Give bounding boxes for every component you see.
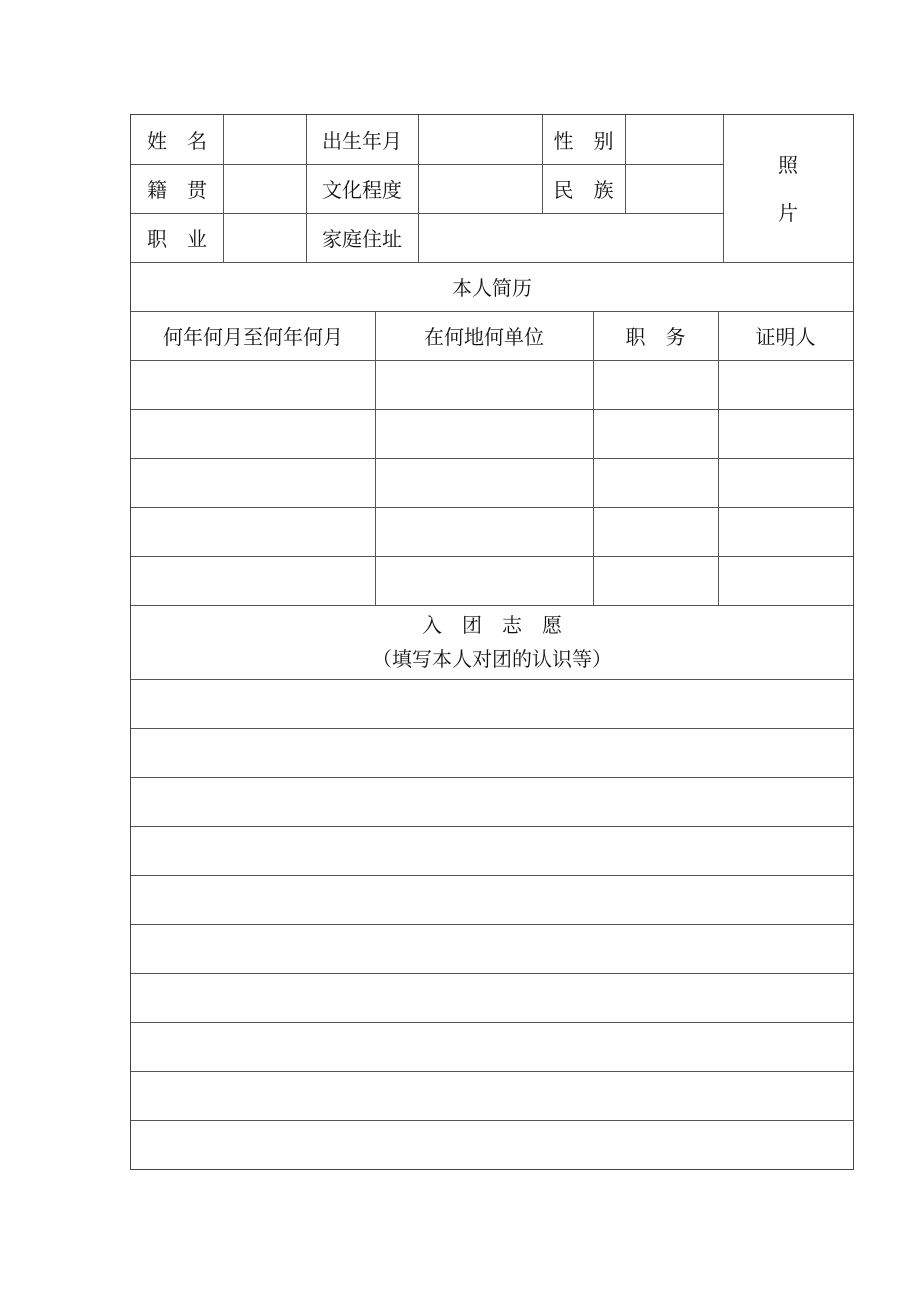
application-line-10[interactable] [131, 1120, 853, 1169]
application-line-4[interactable] [131, 826, 853, 875]
gender-field[interactable] [625, 115, 723, 164]
name-label: 姓 名 [147, 129, 207, 153]
resume-row-1[interactable] [131, 360, 853, 409]
education-field[interactable] [418, 164, 542, 213]
birth-label: 出生年月 [322, 129, 402, 153]
application-line-2[interactable] [131, 728, 853, 777]
application-line-9[interactable] [131, 1071, 853, 1120]
resume-header-reference: 证明人 [755, 325, 816, 349]
resume-header-employer: 在何地何单位 [424, 325, 544, 349]
native-place-field[interactable] [223, 164, 306, 213]
ethnicity-label: 民 族 [553, 178, 614, 202]
resume-header-period: 何年何月至何年何月 [163, 325, 343, 349]
address-field[interactable] [418, 213, 723, 262]
resume-row-3[interactable] [131, 458, 853, 507]
application-line-6[interactable] [131, 924, 853, 973]
name-field[interactable] [223, 115, 306, 164]
application-line-7[interactable] [131, 973, 853, 1022]
league-application-form [130, 114, 854, 1170]
resume-title: 本人简历 [452, 276, 532, 300]
application-title: 入 团 志 愿 [422, 613, 562, 637]
birth-field[interactable] [418, 115, 542, 164]
photo-label-2: 片 [778, 200, 798, 225]
ethnicity-field[interactable] [625, 164, 723, 213]
application-line-8[interactable] [131, 1022, 853, 1071]
application-line-5[interactable] [131, 875, 853, 924]
resume-row-5[interactable] [131, 556, 853, 605]
resume-header-position: 职 务 [625, 325, 686, 349]
resume-row-4[interactable] [131, 507, 853, 556]
address-label: 家庭住址 [322, 227, 402, 251]
occupation-field[interactable] [223, 213, 306, 262]
application-line-1[interactable] [131, 679, 853, 728]
application-header [131, 605, 853, 679]
resume-row-2[interactable] [131, 409, 853, 458]
native-place-label: 籍 贯 [147, 178, 207, 202]
application-line-3[interactable] [131, 777, 853, 826]
photo-box [723, 115, 853, 262]
occupation-label: 职 业 [147, 227, 207, 251]
gender-label: 性 别 [553, 129, 614, 153]
photo-label-1: 照 [778, 152, 798, 177]
application-subtitle: （填写本人对团的认识等） [372, 647, 612, 671]
education-label: 文化程度 [322, 178, 402, 202]
